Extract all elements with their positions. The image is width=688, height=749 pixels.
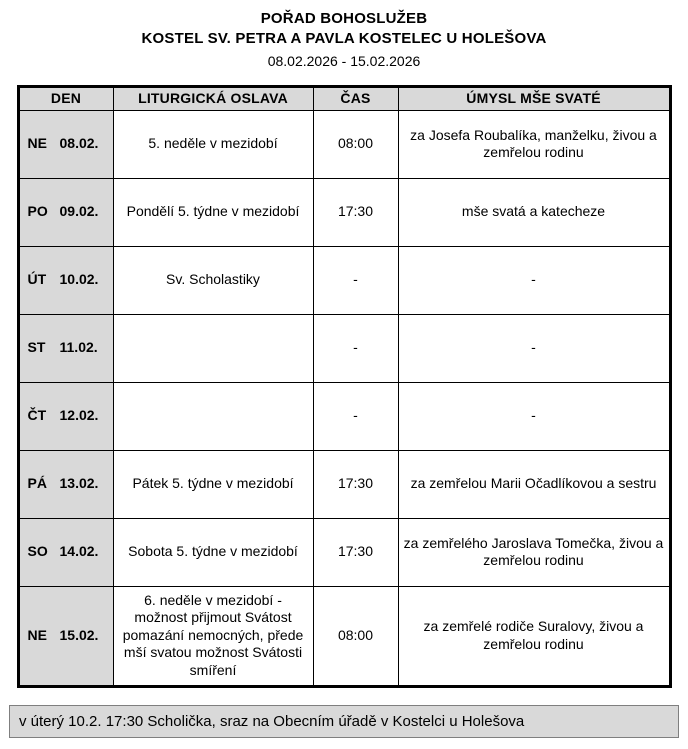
celebration-cell: Sv. Scholastiky (113, 246, 313, 314)
time-cell: - (313, 382, 398, 450)
footer-note: v úterý 10.2. 17:30 Scholička, sraz na Obecním úřadě v Kostelci u Holešova (9, 705, 679, 738)
celebration-cell: 5. neděle v mezidobí (113, 110, 313, 178)
day-cell (18, 246, 113, 314)
day-abbrev: ST (27, 339, 46, 356)
day-cell (18, 110, 113, 178)
day-date: 08.02. (59, 135, 99, 152)
day-date: 11.02. (59, 339, 98, 356)
page-title: POŘAD BOHOSLUŽEB (260, 10, 428, 27)
time-cell: - (313, 246, 398, 314)
table-row (18, 246, 670, 314)
celebration-cell: Sobota 5. týdne v mezidobí (113, 518, 313, 586)
intention-cell: za zemřelou Marii Očadlíkovou a sestru (398, 450, 670, 518)
day-abbrev: PO (27, 203, 48, 220)
day-cell (18, 382, 113, 450)
intention-cell: - (398, 382, 670, 450)
day-abbrev: NE (27, 626, 47, 643)
day-cell (18, 586, 113, 686)
day-abbrev: SO (27, 543, 48, 560)
column-header-oslava: LITURGICKÁ OSLAVA (113, 87, 313, 111)
time-cell: 17:30 (313, 450, 398, 518)
table-row (18, 314, 670, 382)
table-row (18, 518, 670, 586)
intention-cell: za zemřelé rodiče Suralovy, živou a zemřelou rodinu (398, 586, 670, 686)
day-date: 13.02. (59, 475, 99, 492)
time-cell: - (313, 314, 398, 382)
day-cell (18, 450, 113, 518)
celebration-cell (113, 382, 313, 450)
celebration-cell: 6. neděle v mezidobí - možnost přijmout Svátost pomazání nemocných, přede mší svatou možnost Svátosti smíření (113, 586, 313, 686)
table-row (18, 586, 670, 686)
column-header-umysl: ÚMYSL MŠE SVATÉ (398, 87, 670, 111)
schedule-table (17, 85, 672, 688)
header (0, 10, 688, 69)
time-cell: 08:00 (313, 586, 398, 686)
column-header-den: DEN (18, 87, 113, 111)
day-cell (18, 518, 113, 586)
day-abbrev: PÁ (27, 475, 47, 492)
celebration-cell (113, 314, 313, 382)
day-date: 15.02. (59, 626, 99, 643)
time-cell: 17:30 (313, 178, 398, 246)
date-range: 08.02.2026 - 15.02.2026 (267, 53, 421, 69)
intention-cell: za zemřelého Jaroslava Tomečka, živou a zemřelou rodinu (398, 518, 670, 586)
day-date: 09.02. (59, 203, 99, 220)
column-header-cas: ČAS (313, 87, 398, 111)
day-abbrev: NE (27, 135, 47, 152)
time-cell: 08:00 (313, 110, 398, 178)
table-row (18, 450, 670, 518)
intention-cell: za Josefa Roubalíka, manželku, živou a zemřelou rodinu (398, 110, 670, 178)
time-cell: 17:30 (313, 518, 398, 586)
day-abbrev: ÚT (27, 271, 47, 288)
day-date: 10.02. (59, 271, 99, 288)
table-row (18, 110, 670, 178)
day-date: 14.02. (59, 543, 99, 560)
day-abbrev: ČT (27, 407, 47, 424)
intention-cell: mše svatá a katecheze (398, 178, 670, 246)
header-row (18, 87, 670, 111)
day-cell (18, 314, 113, 382)
day-date: 12.02. (59, 407, 99, 424)
day-cell (18, 178, 113, 246)
celebration-cell: Pátek 5. týdne v mezidobí (113, 450, 313, 518)
church-name: KOSTEL SV. PETRA A PAVLA KOSTELEC U HOLEŠOVA (141, 30, 547, 47)
intention-cell: - (398, 314, 670, 382)
celebration-cell: Pondělí 5. týdne v mezidobí (113, 178, 313, 246)
table-row (18, 178, 670, 246)
table-row (18, 382, 670, 450)
intention-cell: - (398, 246, 670, 314)
